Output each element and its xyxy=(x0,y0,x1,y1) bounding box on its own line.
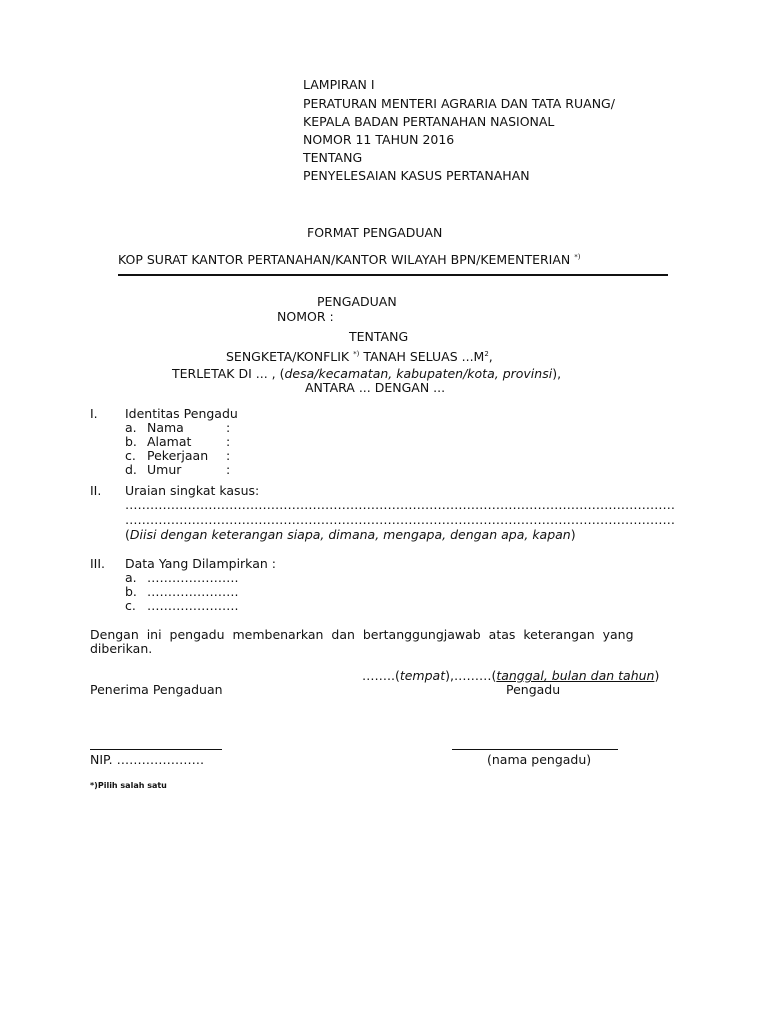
parties-line: ANTARA ... DENGAN ... xyxy=(305,380,446,395)
place-dots: ……..( xyxy=(362,668,400,683)
section1-number: I. xyxy=(90,406,98,421)
dispute-type: SENGKETA/KONFLIK xyxy=(226,349,350,364)
section1-title: Identitas Pengadu xyxy=(125,406,238,421)
attachment-dots: …………………. xyxy=(147,598,239,613)
receiver-signature-line xyxy=(90,749,222,750)
dispute-mark: *) xyxy=(353,349,360,358)
statement-line2: diberikan. xyxy=(90,641,153,656)
area-unit-sup: 2 xyxy=(484,349,489,358)
dotted-line: …………………………………………………………………………………………………………………… xyxy=(125,497,675,512)
note-open: ( xyxy=(125,527,130,542)
item-colon: : xyxy=(226,420,231,435)
tentang-label: TENTANG xyxy=(303,150,363,165)
attachment-dots: …………………. xyxy=(147,570,239,585)
attachment-letter: b. xyxy=(125,584,137,599)
section2-title: Uraian singkat kasus: xyxy=(125,483,260,498)
land-area: TANAH SELUAS ...M xyxy=(363,349,485,364)
note-text: Diisi dengan keterangan siapa, dimana, mengapa, dengan apa, kapan xyxy=(129,527,571,542)
item-letter: d. xyxy=(125,462,137,477)
receiver-label: Penerima Pengaduan xyxy=(90,682,223,697)
item-letter: a. xyxy=(125,420,137,435)
letterhead-label: KOP SURAT KANTOR PERTANAHAN/KANTOR WILAYAH BPN/KEMENTERIAN xyxy=(118,252,571,267)
footnote: *)Pilih salah satu xyxy=(90,781,167,790)
location-suffix: ), xyxy=(552,366,562,381)
attachment-letter: c. xyxy=(125,598,136,613)
pengaduan-title: PENGADUAN xyxy=(317,294,397,309)
attachment-dots: …………………. xyxy=(147,584,239,599)
item-label-pekerjaan: Pekerjaan xyxy=(147,448,209,463)
item-label-nama: Nama xyxy=(147,420,184,435)
agency-title: KEPALA BADAN PERTANAHAN NASIONAL xyxy=(303,114,555,129)
tentang-subtitle: TENTANG xyxy=(349,329,409,344)
dispute-line xyxy=(226,349,493,364)
location-line xyxy=(172,366,561,381)
regulation-title: PERATURAN MENTERI AGRARIA DAN TATA RUANG/ xyxy=(303,96,615,111)
letterhead-text xyxy=(118,252,580,267)
date-dots: ),………( xyxy=(445,668,497,683)
item-letter: b. xyxy=(125,434,137,449)
item-label-umur: Umur xyxy=(147,462,182,477)
lampiran-label: LAMPIRAN I xyxy=(303,77,375,92)
nip-field: NIP. ………………… xyxy=(90,752,205,767)
statement-line1: Dengan ini pengadu membenarkan dan bertanggungjawab atas keterangan yang xyxy=(90,627,634,642)
section3-title: Data Yang Dilampirkan : xyxy=(125,556,276,571)
item-colon: : xyxy=(226,448,231,463)
regulation-subject: PENYELESAIAN KASUS PERTANAHAN xyxy=(303,168,530,183)
complainant-name: (nama pengadu) xyxy=(487,752,592,767)
complainant-label: Pengadu xyxy=(506,682,561,697)
case-note xyxy=(125,527,576,542)
item-colon: : xyxy=(226,462,231,477)
place-date-line xyxy=(362,668,659,683)
date-label: tanggal, bulan dan tahun xyxy=(496,668,655,683)
dotted-line: …………………………………………………………………………………………………………………… xyxy=(125,512,675,527)
location-detail: desa/kecamatan, kabupaten/kota, provinsi xyxy=(284,366,553,381)
section3-number: III. xyxy=(90,556,106,571)
place-label: tempat xyxy=(399,668,446,683)
dispute-comma: , xyxy=(488,349,493,364)
letterhead-divider xyxy=(118,274,668,276)
nomor-label: NOMOR : xyxy=(277,309,334,324)
item-colon: : xyxy=(226,434,231,449)
location-prefix: TERLETAK DI ... , ( xyxy=(172,366,285,381)
date-close: ) xyxy=(654,668,660,683)
attachment-letter: a. xyxy=(125,570,137,585)
item-letter: c. xyxy=(125,448,136,463)
regulation-number: NOMOR 11 TAHUN 2016 xyxy=(303,132,455,147)
complainant-signature-line xyxy=(452,749,618,750)
letterhead-mark: *) xyxy=(574,252,581,261)
section2-number: II. xyxy=(90,483,102,498)
format-title: FORMAT PENGADUAN xyxy=(307,225,443,240)
note-close: ) xyxy=(570,527,576,542)
item-label-alamat: Alamat xyxy=(147,434,192,449)
